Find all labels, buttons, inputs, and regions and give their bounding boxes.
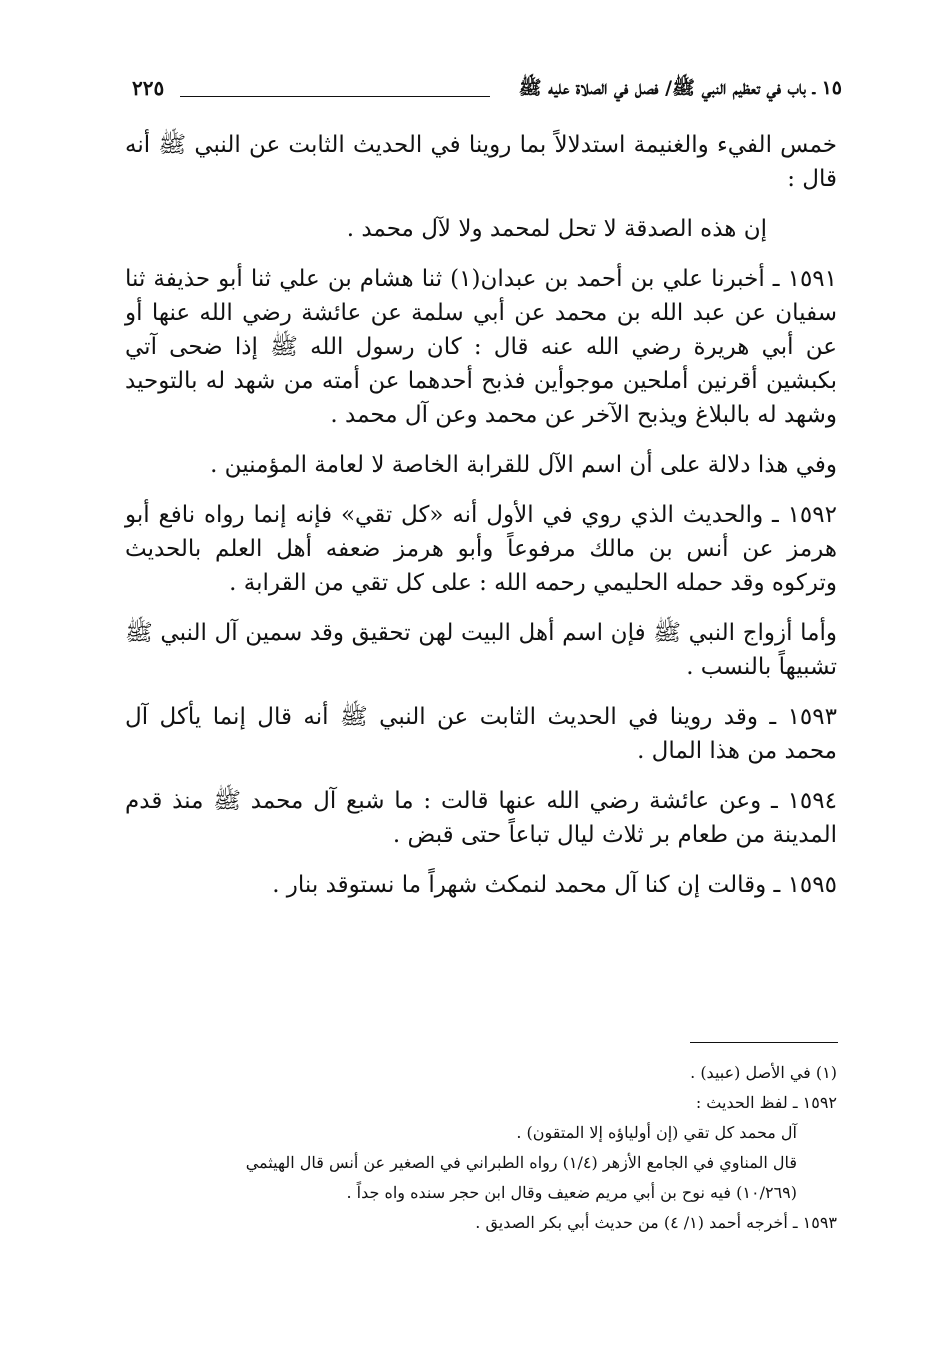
paragraph-wives: وأما أزواج النبي ﷺ فإن اسم أهل البيت لهن تحقيق وقد سمين آل النبي ﷺ تشبيهاً بالنسب . [125,620,837,680]
footnote-1592-label: ١٥٩٢ ـ لفظ الحديث : [695,1093,837,1112]
footnote-separator [690,1042,838,1043]
footnotes [140,1058,837,1238]
main-text [125,128,837,918]
paragraph-2: إن هذه الصدقة لا تحل لمحمد ولا لآل محمد . [346,216,767,242]
footnote-1: (١) في الأصل (عبيد) . [690,1063,837,1082]
hadith-1595: ١٥٩٥ ـ وقالت إن كنا آل محمد لنمكث شهراً ما نستوقد بنار . [272,872,837,898]
footnote-1593: ١٥٩٣ ـ أخرجه أحمد (١/ ٤) من حديث أبي بكر الصديق . [475,1213,837,1232]
footnote-1592-text: آل محمد كل تقي (إن أولياؤه إلا المتقون) . [516,1123,797,1142]
hadith-1593: ١٥٩٣ ـ وقد روينا في الحديث الثابت عن النبي ﷺ أنه قال إنما يأكل آل محمد من هذا المال . [125,704,837,764]
footnote-1592-source: قال المناوي في الجامع الأزهر (١/٤) رواه الطبراني في الصغير عن أنس قال الهيثمي [245,1153,797,1172]
hadith-1591: ١٥٩١ ـ أخبرنا علي بن أحمد بن عبدان(١) ثنا هشام بن علي ثنا أبو حذيفة ثنا سفيان عن عبد الله بن محمد عن أبي سلمة عن عائشة رضي الله عنها أو عن أبي هريرة رضي الله عنه قال : كان رسول الله ﷺ إذا ضحى آتي بكبشين أقرنين أملحين موجوأين فذبح أحدهما عن أمته من شهد له بالتوحيد وشهد له بالبلاغ ويذبح الآخر عن محمد وعن آل محمد . [125,266,838,428]
paragraph-commentary: وفي هذا دلالة على أن اسم الآل للقرابة الخاصة لا لعامة المؤمنين . [210,452,837,478]
paragraph-1: خمس الفيء والغنيمة استدلالاً بما روينا في الحديث الثابت عن النبي ﷺ أنه قال : [125,132,837,192]
running-header [120,76,842,112]
hadith-1594: ١٥٩٤ ـ وعن عائشة رضي الله عنها قالت : ما شبع آل محمد ﷺ منذ قدم المدينة من طعام بر ثلاث ليال تباعاً حتى قبض . [125,788,837,848]
hadith-1592: ١٥٩٢ ـ والحديث الذي روي في الأول أنه «كل تقي» فإنه إنما رواه نافع أبو هرمز عن أنس بن مالك مرفوعاً وأبو هرمز ضعفه أهل العلم بالحديث وتركوه وقد حمله الحليمي رحمه الله : على كل تقي من القرابة . [125,502,837,596]
footnote-1592-source-cont: (١٠/٢٦٩) فيه نوح بن أبي مريم ضعيف وقال ابن حجر سنده واه جداً . [346,1183,797,1202]
page-number: ٢٢٥ [132,76,165,100]
chapter-title: ١٥ ـ باب في تعظيم النبي ﷺ/ فصل في الصلاة عليه ﷺ [518,77,842,99]
header-rule [180,96,490,97]
